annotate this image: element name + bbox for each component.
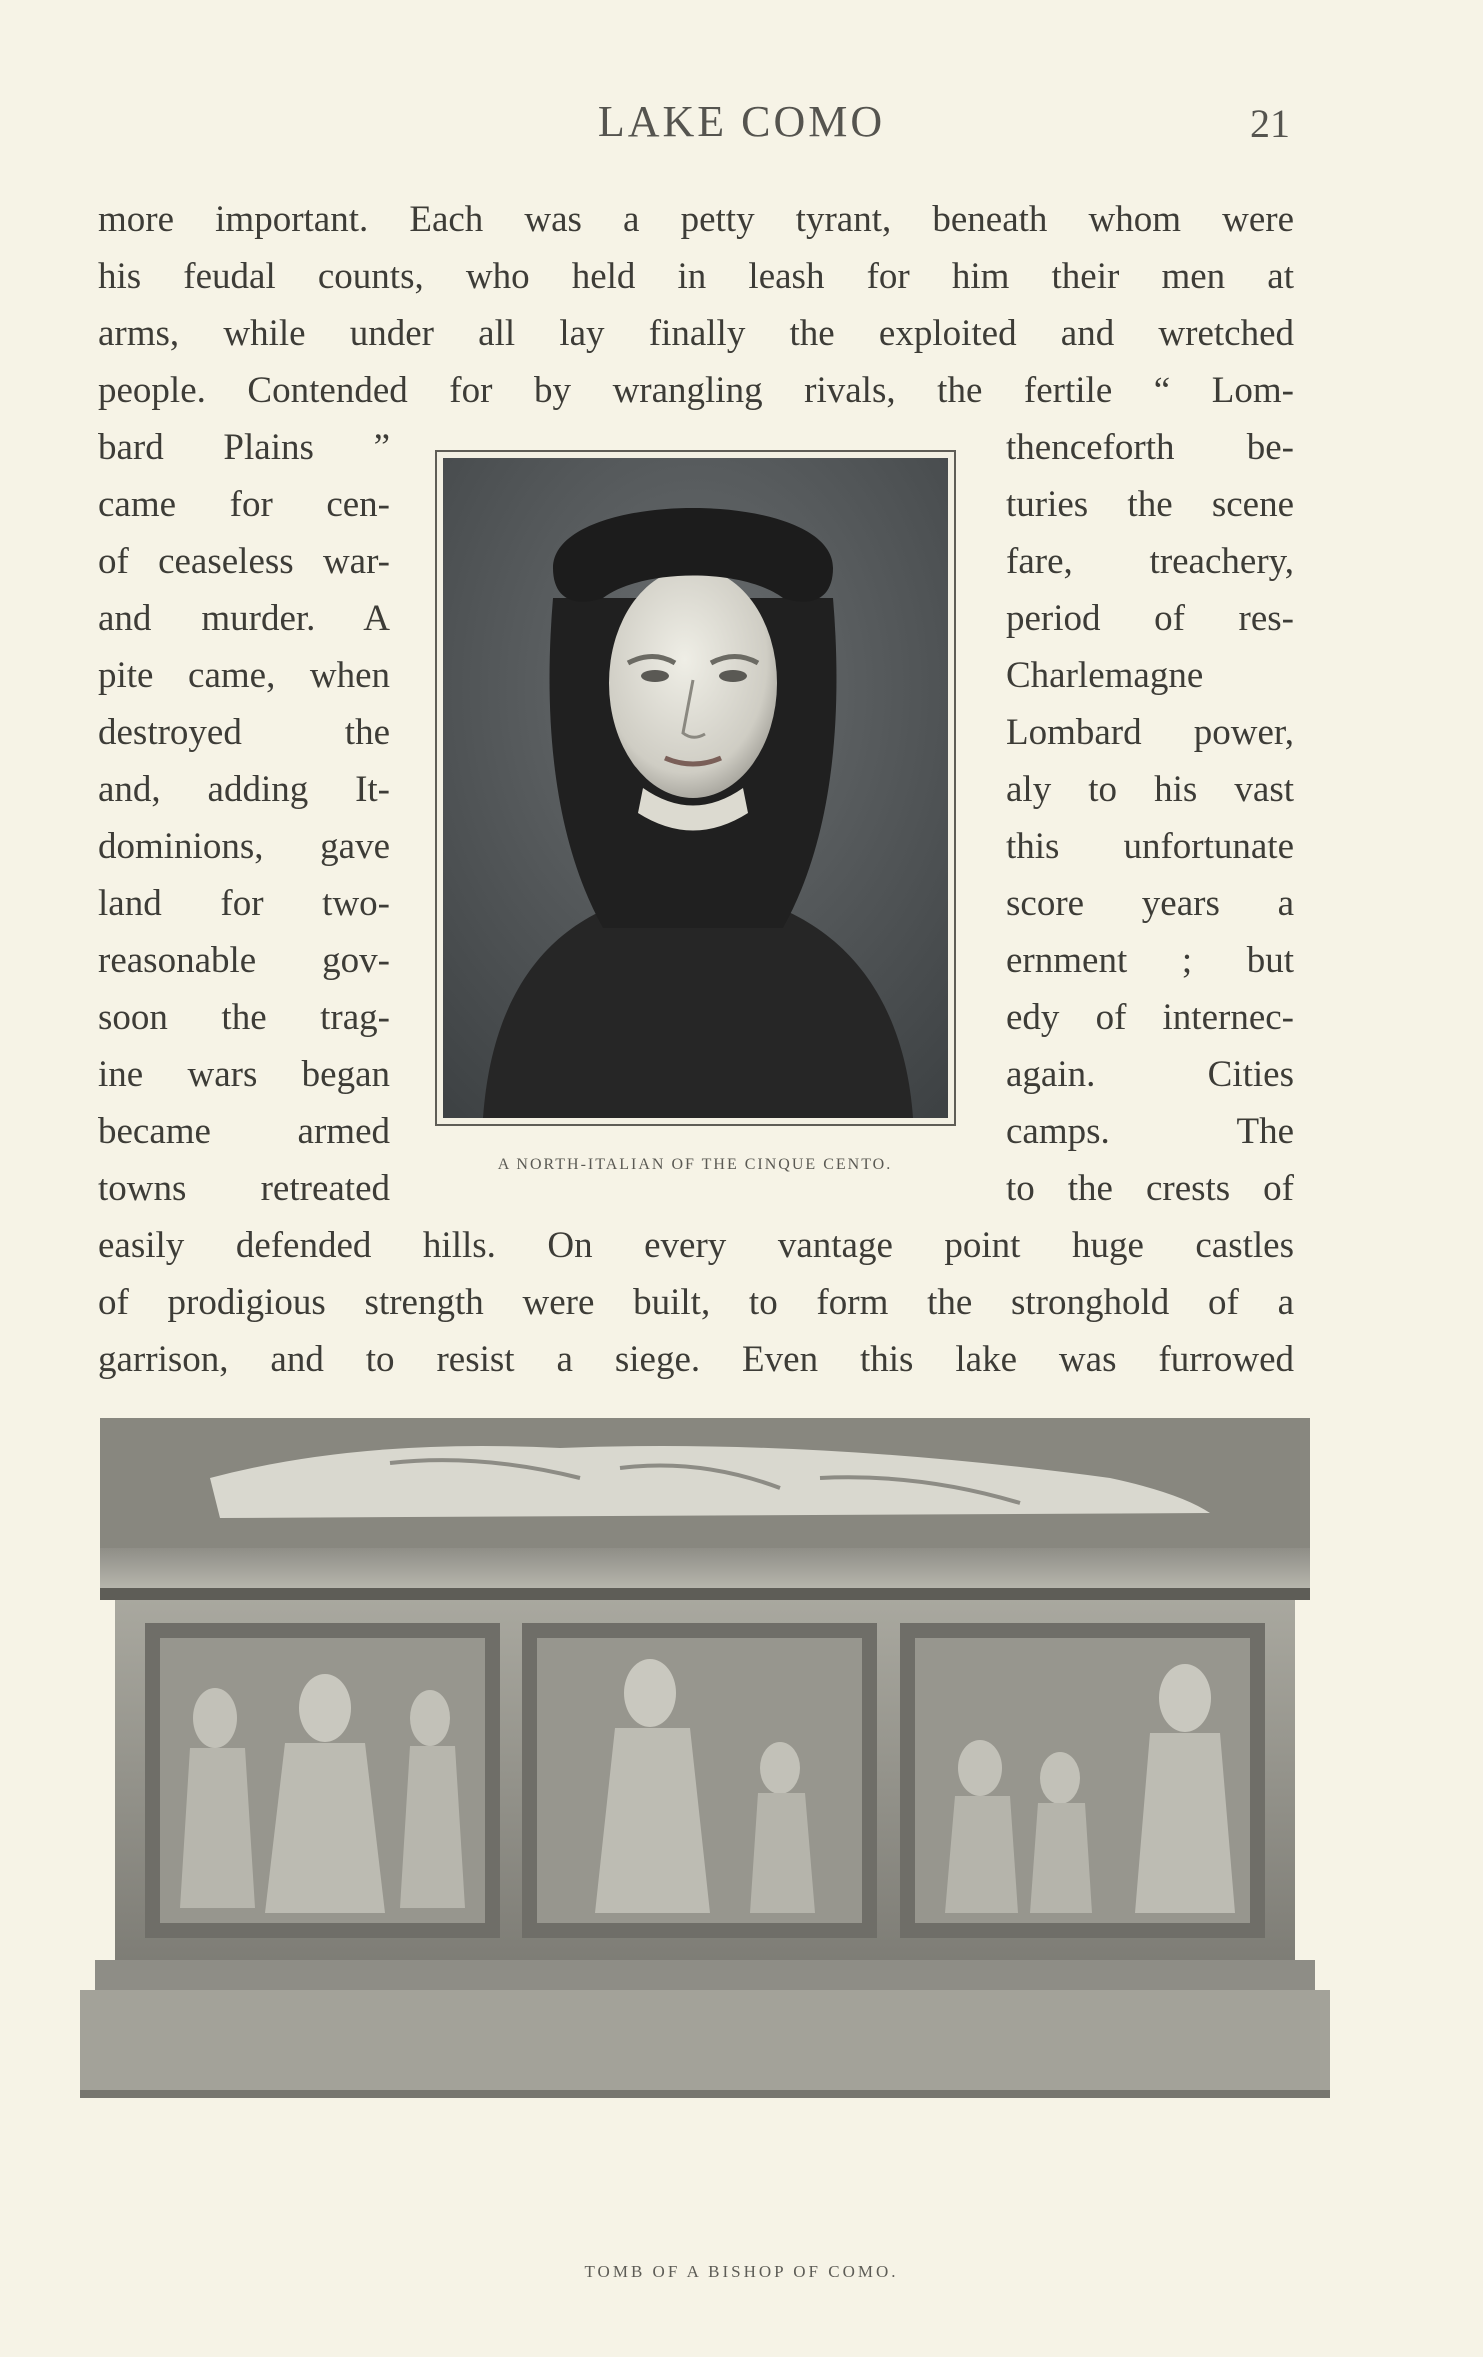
text-line: people. Contended for by wrangling rivals, the fertile “ Lom- <box>98 370 1294 411</box>
left-column-line: dominions, gave <box>98 826 390 867</box>
right-column-line: to the crests of <box>1006 1168 1294 1209</box>
text-line: easily defended hills. On every vantage point huge castles <box>98 1225 1294 1266</box>
portrait-figure <box>435 450 956 1126</box>
portrait-image <box>443 458 948 1118</box>
tomb-caption: TOMB OF A BISHOP OF COMO. <box>584 2262 899 2281</box>
left-column-line: ine wars began <box>98 1054 390 1095</box>
right-column-line: thenceforth be- <box>1006 427 1294 468</box>
right-column-line: fare, treachery, <box>1006 541 1294 582</box>
right-column-line: turies the scene <box>1006 484 1294 525</box>
right-column-line: this unfortunate <box>1006 826 1294 867</box>
right-column-line: edy of internec- <box>1006 997 1294 1038</box>
tomb-image <box>60 1418 1350 2118</box>
left-column-line: reasonable gov- <box>98 940 390 981</box>
right-column-line: Charlemagne <box>1006 655 1204 696</box>
left-column-line: of ceaseless war- <box>98 541 390 582</box>
left-column-line: and, adding It- <box>98 769 390 810</box>
portrait-caption: A NORTH-ITALIAN OF THE CINQUE CENTO. <box>497 1156 893 1173</box>
text-line: garrison, and to resist a siege. Even this lake was furrowed <box>98 1339 1294 1380</box>
left-column-line: bard Plains ” <box>98 427 390 468</box>
left-column-line: towns retreated <box>98 1168 390 1209</box>
right-column-line: period of res- <box>1006 598 1294 639</box>
left-column-line: came for cen- <box>98 484 390 525</box>
left-column-line: land for two- <box>98 883 390 924</box>
page-title: LAKE COMO <box>597 97 886 146</box>
text-line: arms, while under all lay finally the exploited and wretched <box>98 313 1294 354</box>
text-line: more important. Each was a petty tyrant, beneath whom were <box>98 199 1294 240</box>
page-number: 21 <box>1250 101 1290 146</box>
right-column-line: again. Cities <box>1006 1054 1294 1095</box>
left-column-line: soon the trag- <box>98 997 390 1038</box>
text-line: of prodigious strength were built, to form the stronghold of a <box>98 1282 1294 1323</box>
tomb-figure <box>60 1418 1350 2118</box>
right-column-line: Lombard power, <box>1006 712 1294 753</box>
left-column-line: pite came, when <box>98 655 390 696</box>
right-column-line: camps. The <box>1006 1111 1294 1152</box>
left-column-line: destroyed the <box>98 712 390 753</box>
left-column-line: and murder. A <box>98 598 390 639</box>
right-column-line: ernment ; but <box>1006 940 1294 981</box>
text-line: his feudal counts, who held in leash for him their men at <box>98 256 1294 297</box>
right-column-line: aly to his vast <box>1006 769 1294 810</box>
right-column-line: score years a <box>1006 883 1294 924</box>
left-column-line: became armed <box>98 1111 390 1152</box>
